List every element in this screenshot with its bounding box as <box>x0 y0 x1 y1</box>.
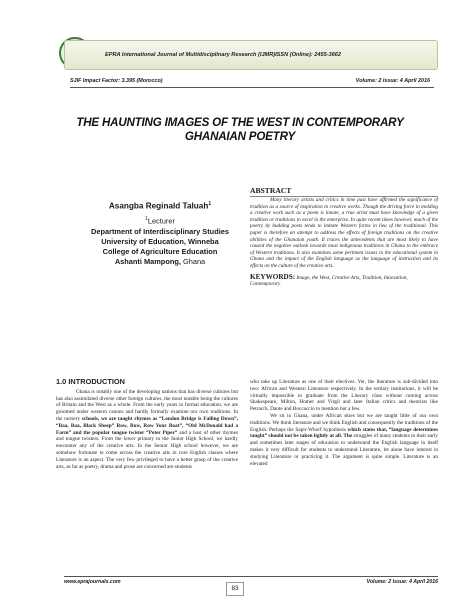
journal-issn: ISSN (Online): 2455-3662 <box>275 52 342 58</box>
continued-paragraph: who take up Literature as one of their electives. Yet, the literature is sub-divided into two: African and Western Literature respectively. In the tertiary institutions, it will be virtually impossible to graduate from the Literary class without coming across Shakespeare, Milton, Homer and Virgil and later Italian critics and theorists like Petrarch, Dante and Boccaccio to mention but a few. <box>250 379 438 413</box>
intro-paragraph: Ghana is notably one of the developing nations that has diverse cultures but has also assimilated diverse other foreign cultures, the most notable being the cultures of Britain and the West as a whole. From the early years in formal education, we are groomed under western canons and hardly formally examine our own traditions. In the nursery schools, we are taught rhymes as “London Bridge is Falling Down”, “Baa, Baa, Black Sheep” Row, Row, Row Your Boat”, “Old McDonald had a Farm” and the popular tongue twister “Peter Piper” and a host of other rhymes and tongue twisters. From the lower primary to the Junior High School, we hardly encounter any of the creative arts. In the Senior High school however, we are somehow fortunate to come across the creative arts in core English classes where Literature is an aspect. The very few privileged to have a better grasp of the creative arts, as far as poetry, drama and prose are concerned are students <box>56 388 238 470</box>
body-column-right <box>250 379 438 467</box>
footer-divider <box>64 576 438 577</box>
college: College of Agriculture Education <box>102 247 218 257</box>
keywords-list: Image, the West, Creative Arts, Tradition, Innovation, Contemporary <box>250 274 408 287</box>
author-affiliation: $^1$Lecturer Department of Interdisciplinary Studies University of Education, Winneba College of Agriculture Education Ashanti Mampong, Ghana <box>70 214 250 267</box>
volume-issue: Volume: 2 Issue: 4 April 2016 <box>355 78 430 84</box>
abstract-text: Many literary artists and critics in time past have affirmed the significance of tradition as a source of inspiration in creative works. Though the driving force in molding a creative work such as a poem is innate, a true artist must have knowledge of a given tradition or traditions to excel in the enterprise. In quite recent times however, much of the poetry by budding poets tends to imitate Western forms in lieu of the traditional. This paper is therefore an attempt to address the effects of foreign traditions on the creative abilities of the Ghanaian youth. It traces the antecedents that are most likely to have caused the negative outlook towards most indigenous traditions in Ghana to the embrace of Western traditions. It also examines some pertinent issues in the educational system in Ghana and the impact of the English language as the language of instruction and its effects on the culture of the creative arts. <box>250 197 438 269</box>
impact-factor: SJIF Impact Factor: 3.395 (Morocco) <box>70 78 163 84</box>
country: Ghana <box>180 257 206 267</box>
header-divider <box>70 87 434 88</box>
author-name: Asangba Reginald Taluah$^1$ <box>108 201 212 211</box>
footer-volume: Volume: 2 Issue: 4 April 2016 <box>366 579 438 585</box>
section-heading: 1.0 INTRODUCTION <box>56 377 125 386</box>
footer-site[interactable]: www.eprajournals.com <box>64 579 121 585</box>
abstract-block <box>250 186 438 287</box>
journal-name: EPRA International Journal of Multidisciplinary Research (IJMR) <box>105 52 276 58</box>
journal-header-band <box>64 40 438 70</box>
page-footer <box>64 579 438 585</box>
page-number: 83 <box>226 582 244 596</box>
paper-title: THE HAUNTING IMAGES OF THE WEST IN CONTEMPORARY GHANAIAN POETRY <box>76 116 404 143</box>
department: Department of Interdisciplinary Studies <box>91 226 229 236</box>
author-role: Lecturer <box>147 216 175 226</box>
abstract-divider <box>250 196 438 197</box>
keywords <box>250 274 438 288</box>
issue-info-bar <box>70 78 430 84</box>
campus: Ashanti Mampong, <box>114 257 181 267</box>
body-column-left <box>56 379 238 470</box>
keywords-label: KEYWORDS: <box>250 272 296 281</box>
university: University of Education, Winneba <box>101 236 219 246</box>
second-paragraph: We sit in Ghana, under African skies but we are taught little of our own traditions. We think literature and we think English and consequently the traditions of the English. Perhaps the Sapir-Whorf hypothesis which states that, “language determines taught” should not be taken lightly at all. The struggles of many students in their early and sometimes later stages of education to understand the English language in itself makes it very difficult for students to understand Literature, let alone have interest in studying Literature or practicing it. The argument is quite simple. Literature is an elevated <box>250 412 438 467</box>
abstract-heading: ABSTRACT <box>250 186 292 195</box>
